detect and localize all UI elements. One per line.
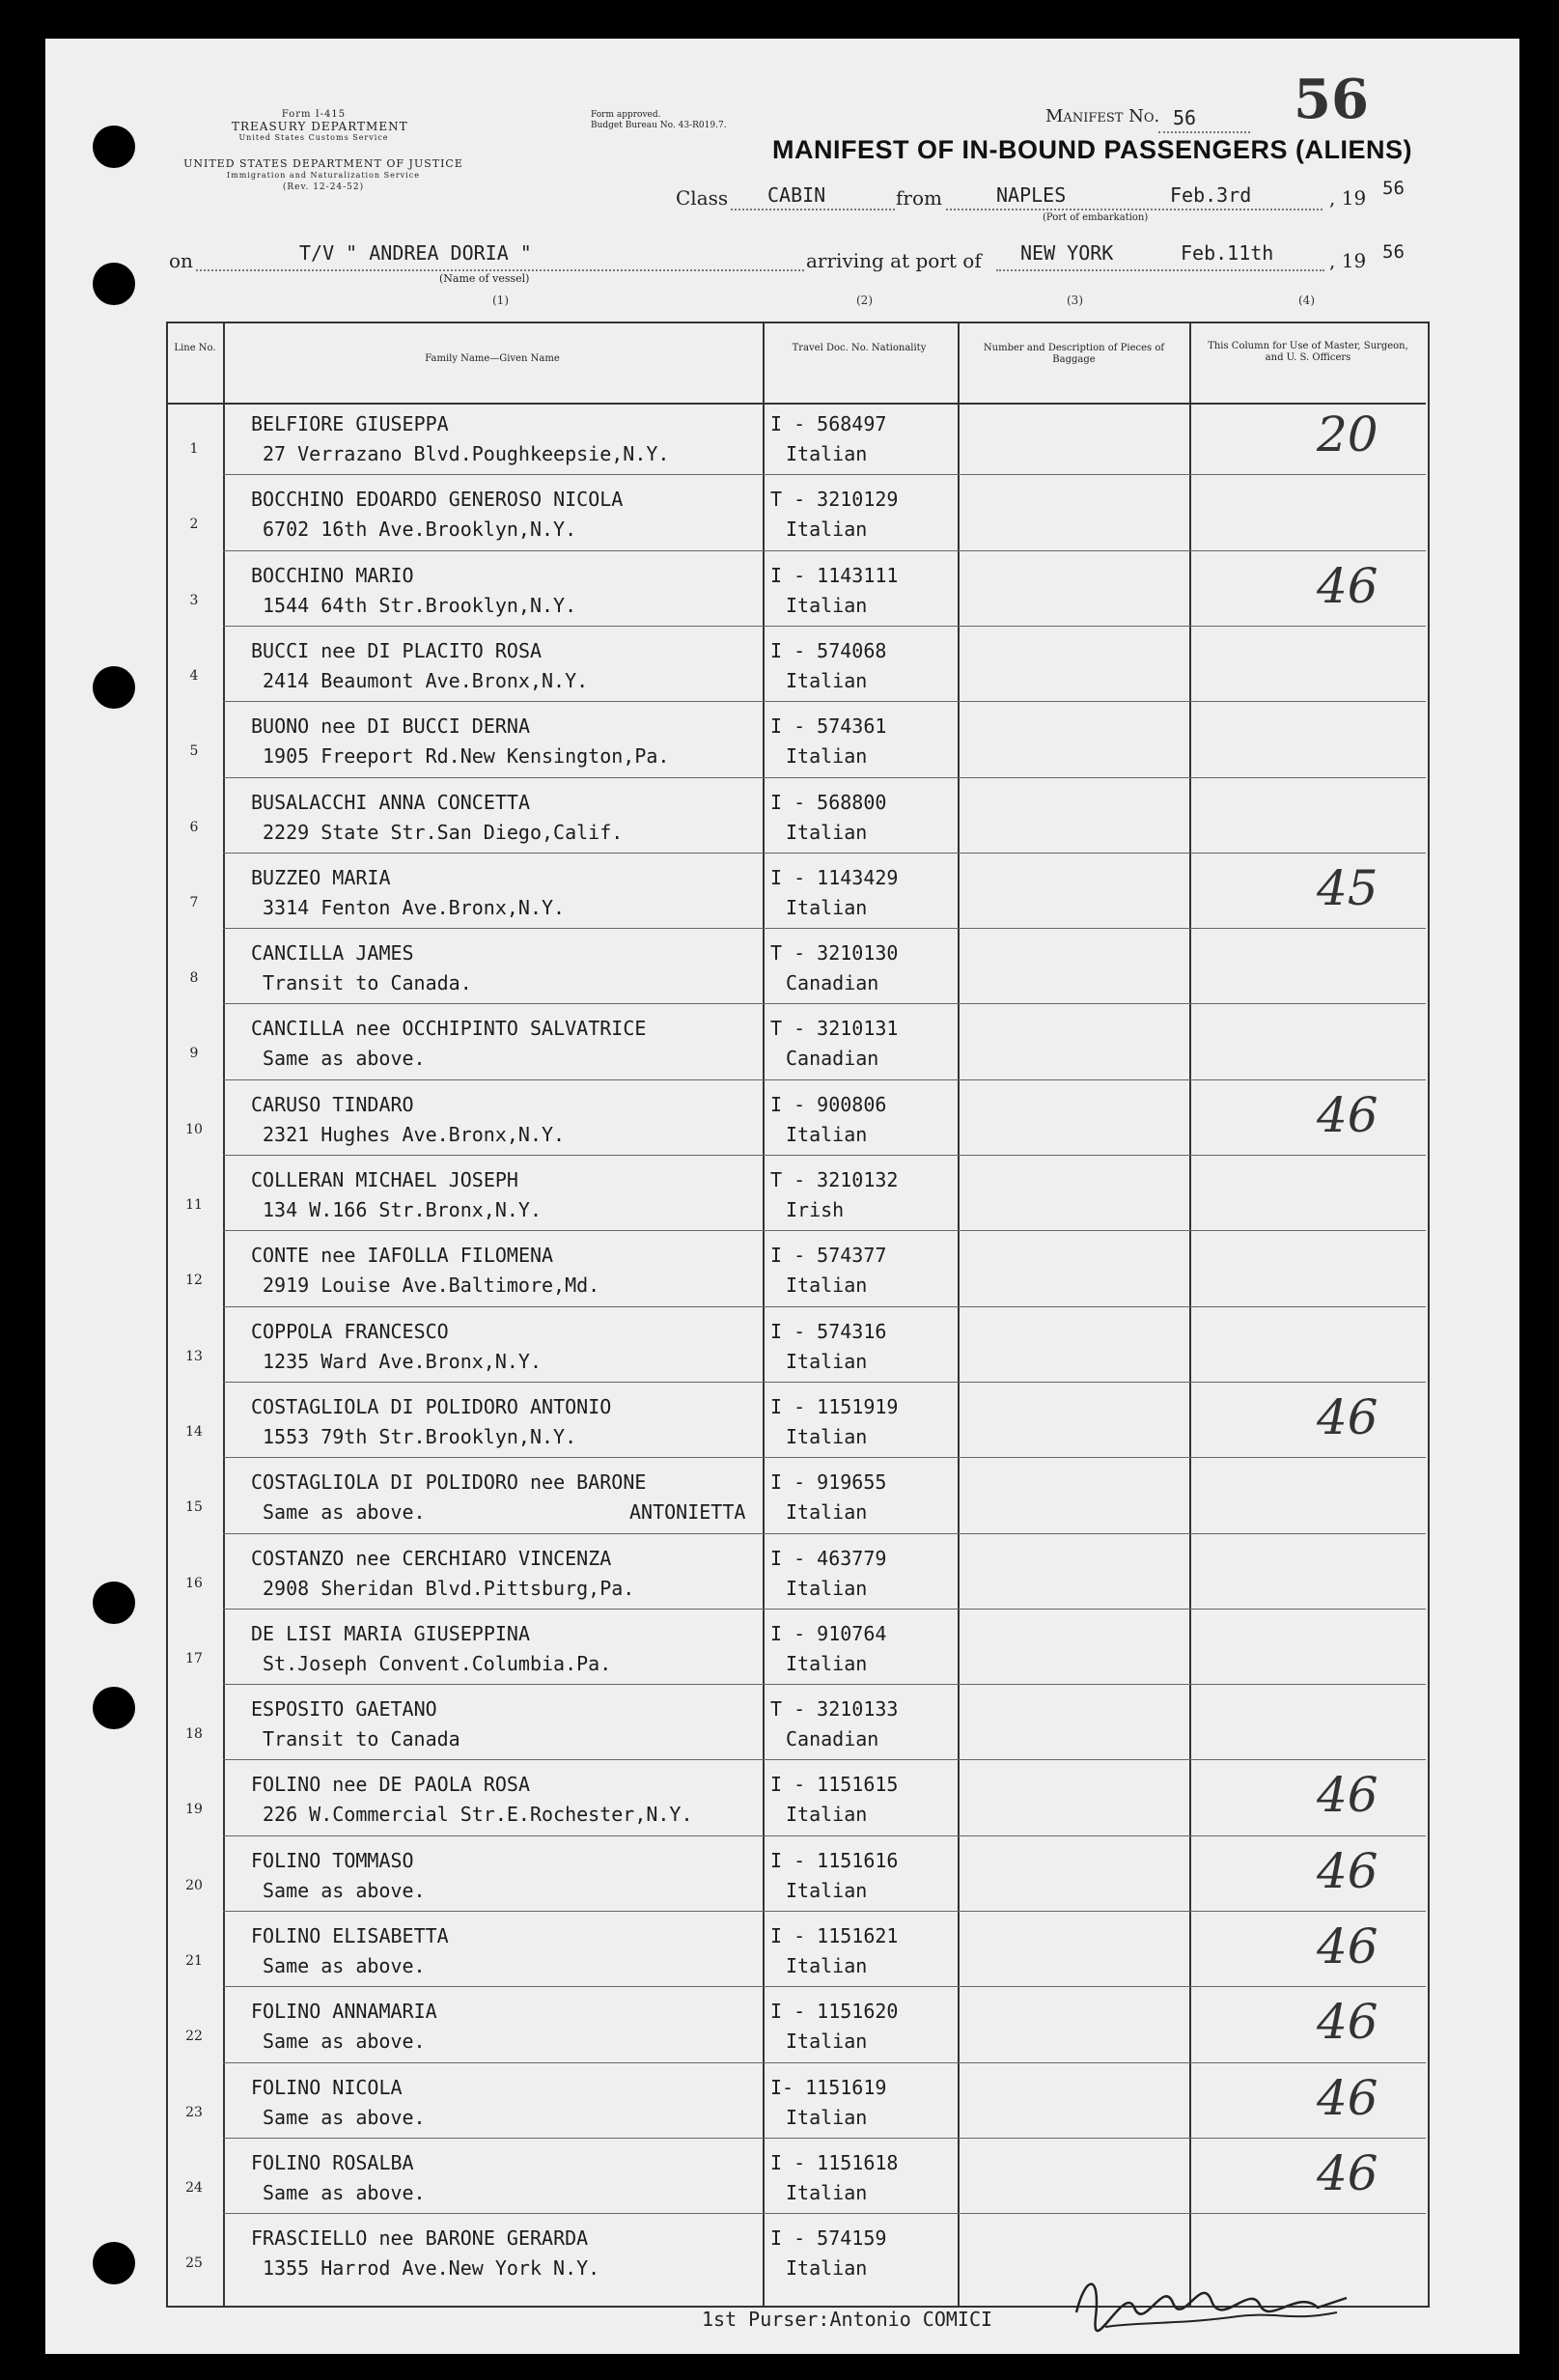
row-divider (223, 1533, 1426, 1534)
nationality: Italian (786, 1500, 868, 1525)
officer-mark: 46 (1317, 557, 1378, 614)
row-divider (223, 1457, 1426, 1458)
form-approved-line: Form approved. (591, 110, 661, 120)
passenger-name: COSTAGLIOLA DI POLIDORO nee BARONE (251, 1470, 647, 1495)
line-number: 25 (185, 2255, 203, 2272)
travel-doc-number: I - 1143429 (770, 865, 899, 889)
header-travel-doc: Travel Doc. No. Nationality (792, 343, 927, 353)
passenger-name: CARUSO TINDARO (251, 1092, 414, 1116)
nationality: Canadian (786, 1727, 879, 1751)
vessel-name: T/V " ANDREA DORIA " (299, 241, 532, 265)
passenger-address: 1553 79th Str.Brooklyn,N.Y. (263, 1424, 577, 1448)
passenger-address: 1905 Freeport Rd.New Kensington,Pa. (263, 744, 670, 769)
passenger-address: Same as above. (263, 2105, 426, 2129)
nationality: Italian (786, 1576, 868, 1600)
passenger-name: FOLINO ELISABETTA (251, 1924, 449, 1947)
travel-doc-number: I - 463779 (770, 1546, 887, 1570)
column-number: (2) (856, 294, 873, 307)
line-number: 22 (185, 2029, 203, 2045)
manifest-label: Manifest No. (1045, 106, 1160, 126)
table-row (166, 1986, 1426, 2061)
passenger-name: COSTANZO nee CERCHIARO VINCENZA (251, 1546, 612, 1570)
passenger-address: Same as above. (263, 1878, 426, 1902)
form-info (232, 109, 408, 144)
passenger-name-continued: ANTONIETTA (629, 1500, 746, 1525)
passenger-name: BOCCHINO MARIO (251, 563, 414, 587)
class-label: Class (676, 186, 729, 210)
vessel-caption: (Name of vessel) (439, 272, 530, 285)
manifest-number: 56 (1173, 106, 1197, 129)
purser-line: 1st Purser:Antonio COMICI (702, 2308, 993, 2331)
nationality: Italian (786, 1803, 868, 1827)
table-row (166, 1759, 1426, 1834)
row-divider (223, 2062, 1426, 2063)
travel-doc-number: T - 3210133 (770, 1697, 899, 1722)
from-date: Feb.3rd (1170, 183, 1252, 207)
passenger-name: COPPOLA FRANCESCO (251, 1319, 449, 1343)
travel-doc-number: I - 568800 (770, 790, 887, 814)
passenger-name: ESPOSITO GAETANO (251, 1697, 437, 1722)
passenger-name: DE LISI MARIA GIUSEPPINA (251, 1621, 530, 1645)
passenger-address: 2229 State Str.San Diego,Calif. (263, 820, 624, 844)
year-prefix-text: 19 (1341, 186, 1367, 210)
row-divider (223, 1835, 1426, 1836)
row-divider (223, 1986, 1426, 1987)
nationality: Italian (786, 2256, 868, 2281)
row-divider (223, 928, 1426, 929)
row-divider (223, 1759, 1426, 1760)
table-row (166, 853, 1426, 928)
form-approved (591, 110, 727, 131)
dotted-line (1158, 131, 1250, 133)
line-number: 15 (185, 1499, 203, 1516)
from-label: from (896, 186, 942, 210)
signature-scribble (1067, 2264, 1366, 2341)
table-row (166, 1457, 1426, 1532)
nationality: Italian (786, 668, 868, 692)
passenger-name: CANCILLA nee OCCHIPINTO SALVATRICE (251, 1017, 647, 1041)
travel-doc-number: I - 574068 (770, 638, 887, 662)
nationality: Italian (786, 2180, 868, 2204)
passenger-name: CONTE nee IAFOLLA FILOMENA (251, 1244, 554, 1268)
passenger-address: 134 W.166 Str.Bronx,N.Y. (263, 1198, 542, 1221)
travel-doc-number: I - 574377 (770, 1244, 887, 1268)
form-number: Form I-415 (281, 109, 347, 120)
travel-doc-number: I - 910764 (770, 1621, 887, 1645)
dept-info (164, 158, 483, 193)
row-divider (223, 1382, 1426, 1383)
travel-doc-number: I - 1151620 (770, 2000, 899, 2024)
passenger-address: 226 W.Commercial Str.E.Rochester,N.Y. (263, 1803, 693, 1827)
passenger-name: FOLINO TOMMASO (251, 1848, 414, 1872)
officer-mark: 46 (1317, 1842, 1378, 1899)
line-number: 21 (185, 1953, 203, 1969)
passenger-address: 3314 Fenton Ave.Bronx,N.Y. (263, 895, 566, 919)
table-row (166, 626, 1426, 701)
passenger-name: FOLINO nee DE PAOLA ROSA (251, 1773, 530, 1797)
line-number: 13 (185, 1348, 203, 1364)
binder-hole (93, 1687, 135, 1729)
row-divider (223, 853, 1426, 854)
table-row (166, 1382, 1426, 1457)
table-row (166, 1835, 1426, 1911)
table-row (166, 474, 1426, 549)
year-1: 56 (1382, 178, 1405, 199)
row-divider (223, 2138, 1426, 2139)
line-number: 7 (189, 894, 199, 910)
year-prefix-2: , 19 (1329, 249, 1367, 272)
dotted-line (996, 269, 1324, 271)
officer-mark: 46 (1317, 2144, 1378, 2201)
travel-doc-number: I - 900806 (770, 1092, 887, 1116)
binder-hole (93, 666, 135, 709)
dept-name: UNITED STATES DEPARTMENT OF JUSTICE (183, 157, 463, 170)
nationality: Italian (786, 1954, 868, 1977)
dotted-line (731, 209, 895, 210)
officer-mark: 46 (1317, 1086, 1378, 1143)
passenger-name: FRASCIELLO nee BARONE GERARDA (251, 2226, 589, 2251)
on-label: on (169, 249, 193, 272)
column-number: (3) (1067, 294, 1083, 307)
table-row (166, 2062, 1426, 2138)
passenger-name: BELFIORE GIUSEPPA (251, 412, 449, 435)
line-number: 6 (189, 819, 199, 835)
line-number: 5 (189, 743, 199, 760)
nationality: Italian (786, 2105, 868, 2129)
row-divider (223, 1609, 1426, 1610)
passenger-address: 2321 Hughes Ave.Bronx,N.Y. (263, 1122, 566, 1146)
nationality: Italian (786, 895, 868, 919)
travel-doc-number: I - 1151618 (770, 2150, 899, 2174)
row-divider (223, 777, 1426, 778)
passenger-name: FOLINO NICOLA (251, 2075, 403, 2099)
nationality: Italian (786, 593, 868, 617)
table-row (166, 1079, 1426, 1155)
travel-doc-number: I- 1151619 (770, 2075, 887, 2099)
travel-doc-number: I - 568497 (770, 412, 887, 435)
dotted-line (946, 209, 1322, 210)
row-divider (223, 1684, 1426, 1685)
nationality: Italian (786, 744, 868, 769)
officer-mark: 46 (1317, 1767, 1378, 1824)
header-officers: This Column for Use of Master, Surgeon, and U. S. Officers (1208, 341, 1408, 363)
binder-hole (93, 126, 135, 168)
page-title: MANIFEST OF IN-BOUND PASSENGERS (ALIENS) (772, 135, 1413, 164)
line-number: 2 (189, 517, 199, 533)
line-number: 4 (189, 667, 199, 684)
passenger-address: St.Joseph Convent.Columbia.Pa. (263, 1651, 612, 1675)
passenger-address: Same as above. (263, 1047, 426, 1071)
line-number: 17 (185, 1650, 203, 1666)
nationality: Canadian (786, 1047, 879, 1071)
line-number: 12 (185, 1273, 203, 1289)
row-divider (223, 1911, 1426, 1912)
passenger-address: 2908 Sheridan Blvd.Pittsburg,Pa. (263, 1576, 635, 1600)
row-divider (223, 1079, 1426, 1080)
row-divider (223, 1155, 1426, 1156)
nationality: Canadian (786, 971, 879, 995)
travel-doc-number: I - 1151615 (770, 1773, 899, 1797)
passenger-address: 6702 16th Ave.Brooklyn,N.Y. (263, 518, 577, 542)
row-divider (223, 626, 1426, 627)
table-row (166, 1306, 1426, 1382)
line-number: 16 (185, 1575, 203, 1591)
line-number: 8 (189, 970, 199, 987)
officer-mark: 45 (1317, 859, 1378, 916)
line-number: 14 (185, 1423, 203, 1440)
travel-doc-number: I - 1143111 (770, 563, 899, 587)
arriving-label: arriving at port of (806, 249, 982, 272)
travel-doc-number: I - 574159 (770, 2226, 887, 2251)
nationality: Italian (786, 442, 868, 465)
header-line-no: Line No. (174, 343, 216, 353)
passenger-name: BUCCI nee DI PLACITO ROSA (251, 638, 543, 662)
nationality: Italian (786, 1651, 868, 1675)
arrival-port: NEW YORK (1020, 241, 1114, 265)
line-number: 20 (185, 1877, 203, 1893)
table-row (166, 2138, 1426, 2213)
column-number: (1) (492, 294, 509, 307)
line-number: 9 (189, 1046, 199, 1062)
travel-doc-number: I - 574361 (770, 714, 887, 739)
travel-doc-number: T - 3210129 (770, 488, 899, 512)
binder-hole (93, 2242, 135, 2284)
header-baggage: Number and Description of Pieces of Baggage (983, 343, 1165, 365)
officer-mark: 46 (1317, 1918, 1378, 1974)
passenger-name: COSTAGLIOLA DI POLIDORO ANTONIO (251, 1394, 612, 1418)
passenger-address: Transit to Canada. (263, 971, 472, 995)
nationality: Italian (786, 1878, 868, 1902)
line-number: 10 (185, 1121, 203, 1137)
travel-doc-number: I - 1151919 (770, 1394, 899, 1418)
travel-doc-number: T - 3210131 (770, 1017, 899, 1041)
line-number: 18 (185, 1726, 203, 1743)
year-prefix-text: 19 (1341, 249, 1367, 272)
passenger-name: FOLINO ROSALBA (251, 2150, 414, 2174)
table-row (166, 1230, 1426, 1305)
travel-doc-number: I - 919655 (770, 1470, 887, 1495)
row-divider (223, 474, 1426, 475)
year-prefix: , 19 (1329, 186, 1367, 210)
line-number: 19 (185, 1802, 203, 1818)
table-row (166, 1911, 1426, 1986)
line-number: 1 (189, 441, 199, 457)
travel-doc-number: T - 3210130 (770, 941, 899, 966)
row-divider (223, 550, 1426, 551)
travel-doc-number: I - 574316 (770, 1319, 887, 1343)
column-number: (4) (1298, 294, 1315, 307)
arrival-date: Feb.11th (1181, 241, 1274, 265)
line-number: 23 (185, 2104, 203, 2120)
travel-doc-number: I - 1151616 (770, 1848, 899, 1872)
table-row (166, 550, 1426, 626)
dept-service: Immigration and Naturalization Service (227, 171, 420, 180)
table-row (166, 1609, 1426, 1684)
travel-doc-number: T - 3210132 (770, 1168, 899, 1191)
passenger-address: 1355 Harrod Ave.New York N.Y. (263, 2256, 600, 2281)
nationality: Italian (786, 1274, 868, 1298)
row-divider (223, 1230, 1426, 1231)
officer-mark: 20 (1317, 406, 1378, 462)
line-number: 11 (185, 1197, 203, 1213)
from-port: NAPLES (996, 183, 1067, 207)
passenger-name: BUONO nee DI BUCCI DERNA (251, 714, 530, 739)
table-row (166, 928, 1426, 1003)
nationality: Italian (786, 1122, 868, 1146)
nationality: Irish (786, 1198, 845, 1221)
header-family-name: Family Name—Given Name (425, 353, 560, 364)
passenger-name: BUZZEO MARIA (251, 865, 391, 889)
port-caption: (Port of embarkation) (1043, 212, 1149, 223)
row-divider (223, 1306, 1426, 1307)
table-row (166, 1003, 1426, 1078)
line-number: 3 (189, 592, 199, 608)
binder-hole (93, 263, 135, 305)
form-dept: TREASURY DEPARTMENT (232, 120, 408, 133)
passenger-name: BOCCHINO EDOARDO GENEROSO NICOLA (251, 488, 624, 512)
passenger-address: Same as above. (263, 2180, 426, 2204)
row-divider (223, 2213, 1426, 2214)
passenger-name: CANCILLA JAMES (251, 941, 414, 966)
manifest-stamp: 56 (1294, 68, 1369, 131)
passenger-address: Same as above. (263, 1954, 426, 1977)
officer-mark: 46 (1317, 2069, 1378, 2126)
row-divider (223, 701, 1426, 702)
nationality: Italian (786, 1349, 868, 1373)
table-row (166, 1155, 1426, 1230)
table-row (166, 701, 1426, 776)
passenger-address: 1544 64th Str.Brooklyn,N.Y. (263, 593, 577, 617)
form-service: United States Customs Service (238, 133, 389, 142)
passenger-address: Transit to Canada (263, 1727, 460, 1751)
nationality: Italian (786, 2030, 868, 2054)
passenger-name: FOLINO ANNAMARIA (251, 2000, 437, 2024)
class-value: CABIN (767, 183, 826, 207)
budget-bureau-line: Budget Bureau No. 43-R019.7. (591, 121, 727, 130)
travel-doc-number: I - 1151621 (770, 1924, 899, 1947)
passenger-address: 2919 Louise Ave.Baltimore,Md. (263, 1274, 600, 1298)
passenger-address: Same as above. (263, 2030, 426, 2054)
passenger-address: 1235 Ward Ave.Bronx,N.Y. (263, 1349, 542, 1373)
row-divider (223, 1003, 1426, 1004)
passenger-name: COLLERAN MICHAEL JOSEPH (251, 1168, 518, 1191)
nationality: Italian (786, 820, 868, 844)
officer-mark: 46 (1317, 1994, 1378, 2051)
nationality: Italian (786, 1424, 868, 1448)
header-divider (166, 403, 1426, 405)
passenger-name: BUSALACCHI ANNA CONCETTA (251, 790, 530, 814)
dotted-line (196, 269, 804, 271)
table-row (166, 399, 1426, 474)
table-row (166, 777, 1426, 853)
table-row (166, 1684, 1426, 1759)
year-2: 56 (1382, 241, 1405, 263)
passenger-address: Same as above. (263, 1500, 426, 1525)
line-number: 24 (185, 2179, 203, 2196)
passenger-address: 2414 Beaumont Ave.Bronx,N.Y. (263, 668, 589, 692)
table-row (166, 1533, 1426, 1609)
nationality: Italian (786, 518, 868, 542)
dept-rev: (Rev. 12-24-52) (282, 182, 365, 192)
officer-mark: 46 (1317, 1388, 1378, 1445)
binder-hole (93, 1582, 135, 1624)
passenger-address: 27 Verrazano Blvd.Poughkeepsie,N.Y. (263, 442, 670, 465)
